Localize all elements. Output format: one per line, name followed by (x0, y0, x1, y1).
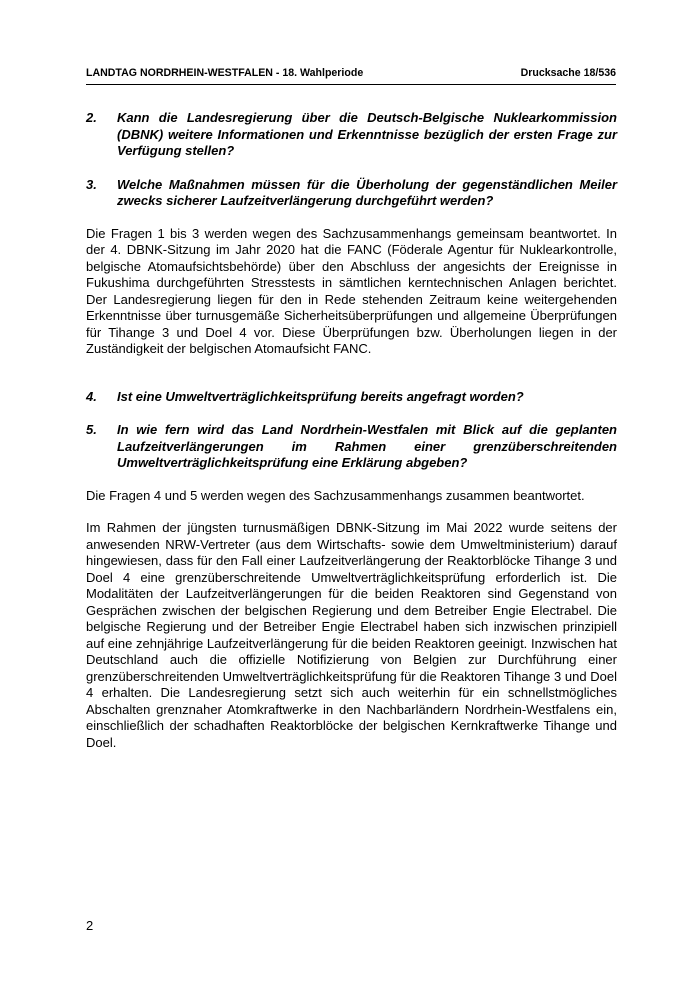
page-number: 2 (86, 918, 94, 933)
document-body (86, 110, 617, 751)
header-title: LANDTAG NORDRHEIN-WESTFALEN - 18. Wahlperiode (86, 67, 364, 79)
question-number: 5. (86, 422, 97, 437)
question-number: 4. (86, 388, 97, 404)
question-text: Kann die Landesregierung über die Deutsch-Belgische Nuklearkommission (DBNK) weitere Informationen und Erkenntnisse bezüglich der ersten Frage zur Verfügung stellen? (117, 110, 617, 158)
question-3 (86, 177, 617, 210)
question-text: In wie fern wird das Land Nordrhein-Westfalen mit Blick auf die geplanten Laufzeitverlängerungen im Rahmen einer grenzüberschreitenden Umweltverträglichkeitsprüfung eine Erklärung abgeben? (117, 422, 617, 470)
header-document-number: Drucksache 18/536 (520, 67, 616, 79)
question-5 (86, 422, 617, 472)
answer-questions-4-5: Im Rahmen der jüngsten turnusmäßigen DBNK-Sitzung im Mai 2022 wurde seitens der anwesenden NRW-Vertreter (aus dem Wirtschafts- sowie dem Umweltministerium) darauf hingewiesen, dass für den Fall einer Laufzeitverlängerung der Reaktorblöcke Tihange 3 und Doel 4 eine grenzüberschreitende Umweltverträglichkeitsprüfung erforderlich ist. Die Modalitäten der Laufzeitverlängerungen für die beiden Reaktoren sind Gegenstand von Gesprächen zwischen der belgischen Regierung und dem Betreiber Engie Electrabel. Die belgische Regierung und der Betreiber Engie Electrabel haben sich inzwischen prinzipiell auf eine zehnjährige Laufzeitverlängerung für die beiden Reaktoren geeinigt. Inzwischen hat Deutschland auch die offizielle Notifizierung von Belgien zur Durchführung einer grenzüberschreitenden Umweltverträglichkeitsprüfung für die Reaktoren Tihange 3 und Doel 4 erhalten. Die Landesregierung setzt sich auch weiterhin für ein schnellstmögliches Abschalten grenznaher Atomkraftwerke in den Nachbarländern Nordrhein-Westfalens ein, einschließlich der schadhaften Reaktorblöcke der belgischen Kernkraftwerke Tihange und Doel. (86, 520, 617, 750)
question-2 (86, 110, 617, 160)
question-text: Welche Maßnahmen müssen für die Überholung der gegenständlichen Meiler zwecks sicherer Laufzeitverlängerung durchgeführt werden? (117, 176, 617, 208)
question-text: Ist eine Umweltverträglichkeitsprüfung bereits angefragt worden? (117, 388, 524, 404)
question-4 (86, 389, 617, 406)
question-number: 2. (86, 110, 97, 125)
page-header (86, 67, 616, 85)
answer-questions-1-3: Die Fragen 1 bis 3 werden wegen des Sachzusammenhangs gemeinsam beantwortet. In der 4. DBNK-Sitzung im Jahr 2020 hat die FANC (Föderale Agentur für Nuklearkontrolle, belgische Atomaufsichtsbehörde) über den Abschluss der angesichts der Ereignisse in Fukushima durchgeführten Stresstests in sämtlichen kerntechnischen Anlagen berichtet. Der Landesregierung liegen für den in Rede stehenden Zeitraum keine weitergehenden Erkenntnisse über turnusgemäße Sicherheitsüberprüfungen und allgemeine Überprüfungen für Tihange 3 und Doel 4 vor. Diese Überprüfungen bzw. Überholungen liegen in der Zuständigkeit der belgischen Atomaufsicht FANC. (86, 225, 617, 356)
question-number: 3. (86, 176, 97, 192)
answer-questions-4-5-intro: Die Fragen 4 und 5 werden wegen des Sachzusammenhangs zusammen beantwortet. (86, 487, 585, 503)
